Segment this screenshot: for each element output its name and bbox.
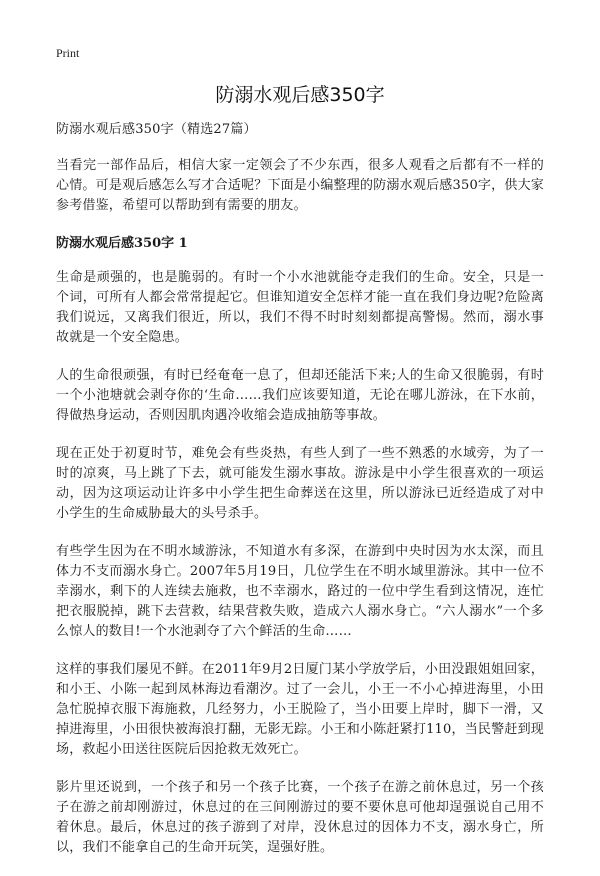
intro-paragraph: 当看完一部作品后，相信大家一定领会了不少东西，很多人观看之后都有不一样的心情。可是观后感怎么写才合适呢？下面是小编整理的防溺水观后感350字，供大家参考借鉴，希望可以帮助到有需要的朋友。 xyxy=(56,158,544,213)
body-paragraph: 人的生命很顽强，有时已经奄奄一息了，但却还能活下来;人的生命又很脆弱，有时一个小池塘就会剥夺你的‘生命……我们应该要知道，无论在哪儿游泳，在下水前，得做热身运动，否则因肌肉遇冷收缩会造成抽筋等事故。 xyxy=(56,368,544,423)
body-paragraph: 影片里还说到，一个孩子和另一个孩子比赛，一个孩子在游之前休息过，另一个孩子在游之前却刚游过，休息过的在三间刚游过的要不要休息可他却逞强说自己用不着休息。最后，休息过的孩子游到了对岸，没休息过的因体力不支，溺水身亡，所以，我们不能拿自己的生命开玩笑，逞强好胜。 xyxy=(56,780,544,855)
article-subtitle: 防溺水观后感350字（精选27篇） xyxy=(56,122,257,137)
article-body xyxy=(56,120,544,876)
body-paragraph: 生命是顽强的，也是脆弱的。有时一个小水池就能夺走我们的生命。安全，只是一个词，可所有人都会常常提起它。但谁知道安全怎样才能一直在我们身边呢?危险离我们说远，又离我们很近，所以，我们不得不时时刻刻都提高警惕。然而，溺水事故就是一个安全隐患。 xyxy=(56,270,544,345)
body-paragraph: 现在正处于初夏时节，难免会有些炎热，有些人到了一些不熟悉的水域旁，为了一时的凉爽，马上跳了下去，就可能发生溺水事故。游泳是中小学生很喜欢的一项运动，因为这项运动让许多中小学生把生命葬送在这里，所以游泳已近经造成了对中小学生的生命威胁最大的头号杀手。 xyxy=(56,446,544,521)
print-link[interactable]: Print xyxy=(56,46,80,60)
body-paragraph: 这样的事我们屡见不鲜。在2011年9月2日厦门某小学放学后，小田没跟姐姐回家，和小王、小陈一起到凤林海边看潮汐。过了一会儿，小王一不小心掉进海里，小田急忙脱掉衣服下海施救，几经努力，小王脱险了，当小田要上岸时，脚下一滑，又掉进海里，小田很快被海浪打翻，无影无踪。小王和小陈赶紧打110，当民警赶到现场，救起小田送往医院后因抢救无效死亡。 xyxy=(56,662,544,757)
page-title: 防溺水观后感350字 xyxy=(215,84,385,106)
section-heading: 防溺水观后感350字 1 xyxy=(56,236,188,251)
body-paragraph: 有些学生因为在不明水域游泳，不知道水有多深，在游到中央时因为水太深，而且体力不支而溺水身亡。2007年5月19日，几位学生在不明水域里游泳。其中一位不幸溺水，剩下的人连续去施救，也不幸溺水，路过的一位中学生看到这情况，连忙把衣服脱掉，跳下去营救，结果营救失败，造成六人溺水身亡。“六人溺水”一个多么惊人的数目!一个水池剥夺了六个鲜活的生命…… xyxy=(56,544,544,639)
